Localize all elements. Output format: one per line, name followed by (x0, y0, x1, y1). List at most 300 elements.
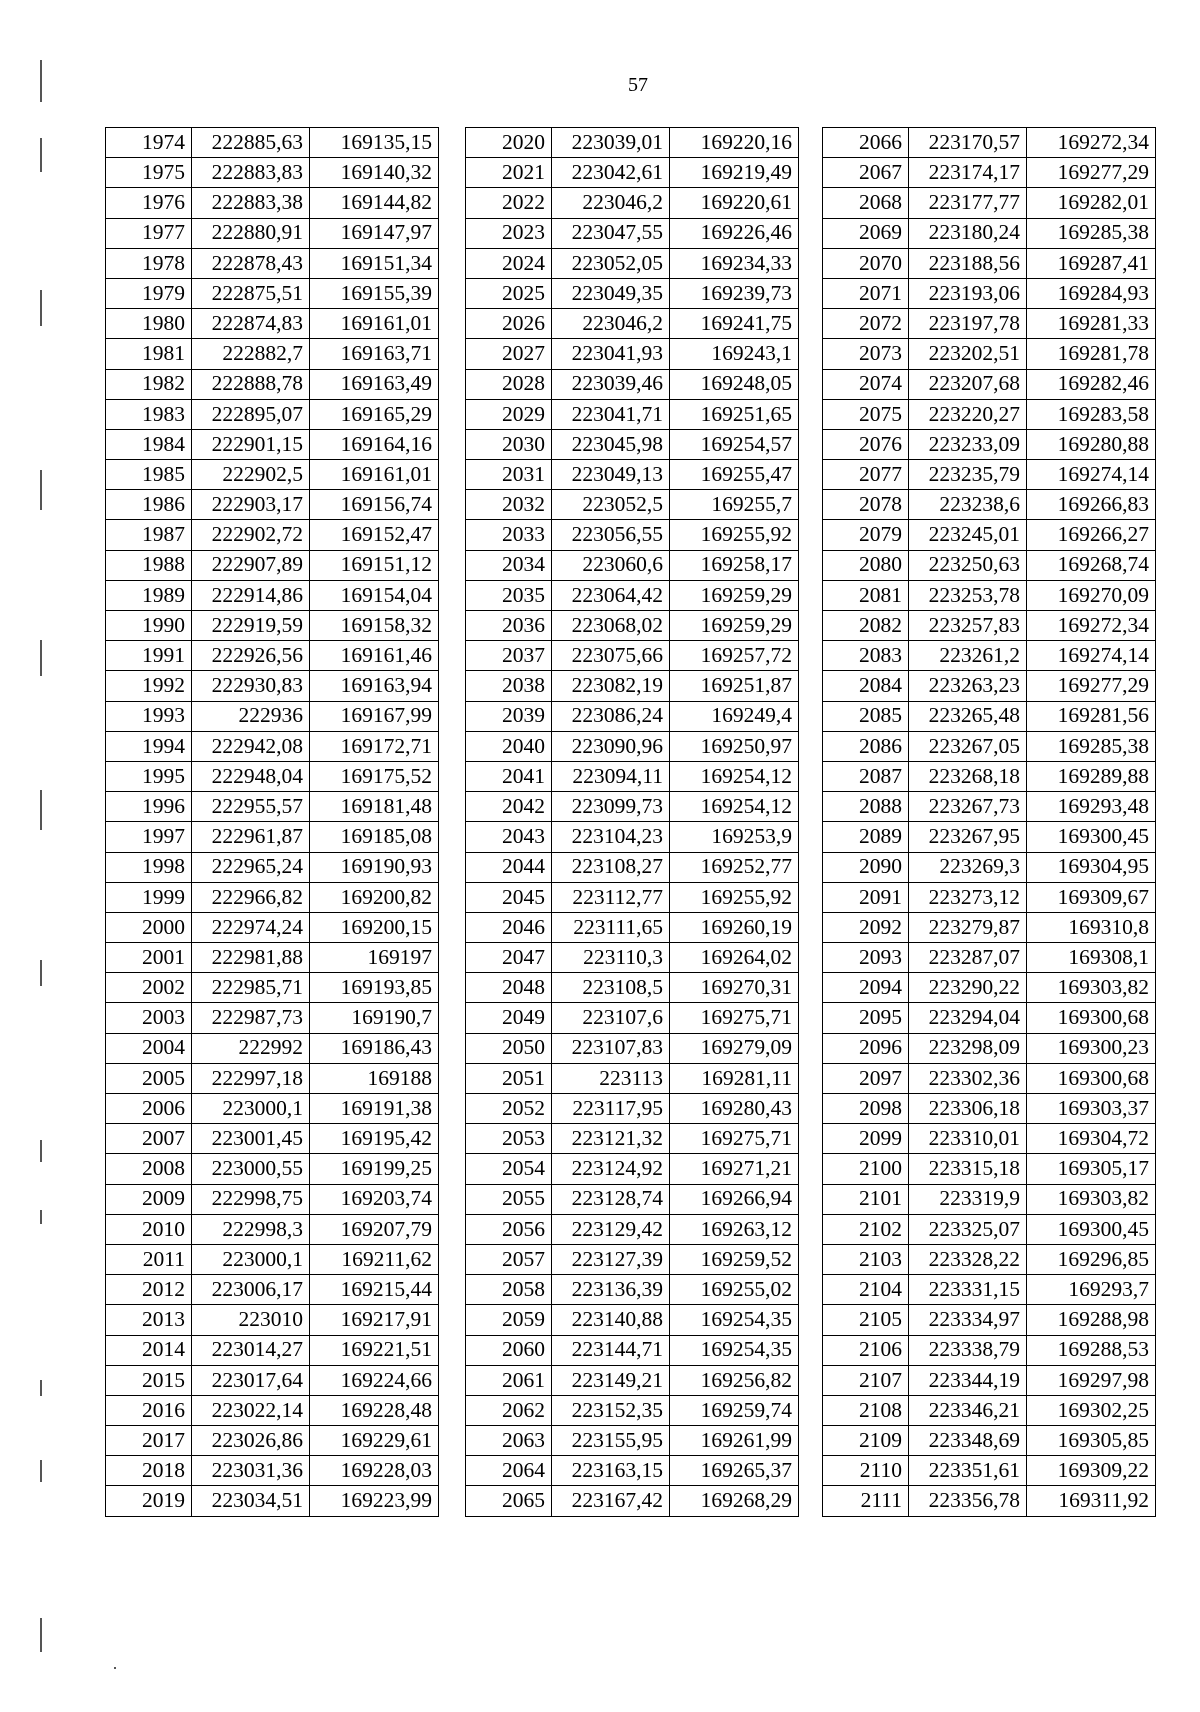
table-row (823, 1094, 1156, 1124)
point-number-cell: 2024 (466, 248, 552, 278)
scan-margin-mark (40, 1380, 42, 1396)
x-coordinate-cell: 222895,07 (192, 399, 310, 429)
table-row (106, 1335, 439, 1365)
point-number-cell: 2010 (106, 1214, 192, 1244)
point-number-cell: 1993 (106, 701, 192, 731)
table-row (823, 1063, 1156, 1093)
table-row (106, 399, 439, 429)
y-coordinate-cell: 169248,05 (670, 369, 799, 399)
x-coordinate-cell: 223177,77 (909, 188, 1027, 218)
table-row (823, 158, 1156, 188)
y-coordinate-cell: 169224,66 (310, 1365, 439, 1395)
y-coordinate-cell: 169281,33 (1027, 309, 1156, 339)
point-number-cell: 2030 (466, 429, 552, 459)
y-coordinate-cell: 169271,21 (670, 1154, 799, 1184)
y-coordinate-cell: 169251,87 (670, 671, 799, 701)
x-coordinate-cell: 223129,42 (552, 1214, 670, 1244)
table-row (823, 882, 1156, 912)
y-coordinate-cell: 169191,38 (310, 1094, 439, 1124)
table-row (466, 1184, 799, 1214)
table-row (823, 912, 1156, 942)
table-row (106, 1124, 439, 1154)
point-number-cell: 2044 (466, 852, 552, 882)
y-coordinate-cell: 169283,58 (1027, 399, 1156, 429)
point-number-cell: 1989 (106, 580, 192, 610)
table-row (466, 399, 799, 429)
x-coordinate-cell: 222901,15 (192, 429, 310, 459)
y-coordinate-cell: 169161,46 (310, 641, 439, 671)
x-coordinate-cell: 222974,24 (192, 912, 310, 942)
x-coordinate-cell: 223082,19 (552, 671, 670, 701)
x-coordinate-cell: 223245,01 (909, 520, 1027, 550)
point-number-cell: 1977 (106, 218, 192, 248)
y-coordinate-cell: 169303,82 (1027, 973, 1156, 1003)
table-row (106, 128, 439, 158)
x-coordinate-cell: 222992 (192, 1033, 310, 1063)
point-number-cell: 2002 (106, 973, 192, 1003)
point-number-cell: 2021 (466, 158, 552, 188)
table-row (466, 1124, 799, 1154)
point-number-cell: 2039 (466, 701, 552, 731)
point-number-cell: 2025 (466, 278, 552, 308)
x-coordinate-cell: 223026,86 (192, 1426, 310, 1456)
y-coordinate-cell: 169277,29 (1027, 671, 1156, 701)
x-coordinate-cell: 223006,17 (192, 1275, 310, 1305)
y-coordinate-cell: 169282,01 (1027, 188, 1156, 218)
table-row (466, 460, 799, 490)
y-coordinate-cell: 169193,85 (310, 973, 439, 1003)
y-coordinate-cell: 169259,52 (670, 1244, 799, 1274)
x-coordinate-cell: 222985,71 (192, 973, 310, 1003)
y-coordinate-cell: 169259,74 (670, 1395, 799, 1425)
y-coordinate-cell: 169261,99 (670, 1426, 799, 1456)
table-row (466, 128, 799, 158)
table-row (466, 761, 799, 791)
x-coordinate-cell: 223167,42 (552, 1486, 670, 1516)
point-number-cell: 1979 (106, 278, 192, 308)
table-row (466, 792, 799, 822)
table-row (106, 671, 439, 701)
y-coordinate-cell: 169254,12 (670, 792, 799, 822)
point-number-cell: 2020 (466, 128, 552, 158)
y-coordinate-cell: 169280,88 (1027, 429, 1156, 459)
x-coordinate-cell: 223287,07 (909, 943, 1027, 973)
scan-margin-mark (40, 960, 42, 986)
table-row (106, 1244, 439, 1274)
point-number-cell: 1976 (106, 188, 192, 218)
table-row (823, 822, 1156, 852)
x-coordinate-cell: 222987,73 (192, 1003, 310, 1033)
table-row (823, 399, 1156, 429)
point-number-cell: 1992 (106, 671, 192, 701)
point-number-cell: 2098 (823, 1094, 909, 1124)
y-coordinate-cell: 169272,34 (1027, 611, 1156, 641)
table-row (466, 822, 799, 852)
y-coordinate-cell: 169308,1 (1027, 943, 1156, 973)
table-row (823, 1154, 1156, 1184)
table-row (106, 1456, 439, 1486)
y-coordinate-cell: 169258,17 (670, 550, 799, 580)
table-row (823, 278, 1156, 308)
table-row (466, 912, 799, 942)
x-coordinate-cell: 222948,04 (192, 761, 310, 791)
y-coordinate-cell: 169268,29 (670, 1486, 799, 1516)
point-number-cell: 2048 (466, 973, 552, 1003)
x-coordinate-cell: 223108,27 (552, 852, 670, 882)
x-coordinate-cell: 223163,15 (552, 1456, 670, 1486)
y-coordinate-cell: 169228,48 (310, 1395, 439, 1425)
table-row (466, 1335, 799, 1365)
table-row (466, 1486, 799, 1516)
table-row (823, 671, 1156, 701)
table-row (466, 1094, 799, 1124)
y-coordinate-cell: 169268,74 (1027, 550, 1156, 580)
table-row (106, 550, 439, 580)
point-number-cell: 2102 (823, 1214, 909, 1244)
table-row (466, 429, 799, 459)
x-coordinate-cell: 223041,93 (552, 339, 670, 369)
y-coordinate-cell: 169287,41 (1027, 248, 1156, 278)
point-number-cell: 2080 (823, 550, 909, 580)
table-row (466, 1426, 799, 1456)
y-coordinate-cell: 169172,71 (310, 731, 439, 761)
point-number-cell: 2059 (466, 1305, 552, 1335)
x-coordinate-cell: 222880,91 (192, 218, 310, 248)
point-number-cell: 2012 (106, 1275, 192, 1305)
table-row (466, 1244, 799, 1274)
point-number-cell: 2040 (466, 731, 552, 761)
point-number-cell: 1995 (106, 761, 192, 791)
y-coordinate-cell: 169263,12 (670, 1214, 799, 1244)
y-coordinate-cell: 169310,8 (1027, 912, 1156, 942)
table-row (106, 460, 439, 490)
x-coordinate-cell: 223325,07 (909, 1214, 1027, 1244)
x-coordinate-cell: 223356,78 (909, 1486, 1027, 1516)
scan-margin-mark (40, 470, 42, 510)
x-coordinate-cell: 222942,08 (192, 731, 310, 761)
point-number-cell: 2089 (823, 822, 909, 852)
point-number-cell: 2037 (466, 641, 552, 671)
table-row (466, 188, 799, 218)
page-number: 57 (628, 74, 648, 96)
point-number-cell: 2076 (823, 429, 909, 459)
y-coordinate-cell: 169275,71 (670, 1003, 799, 1033)
point-number-cell: 2052 (466, 1094, 552, 1124)
y-coordinate-cell: 169266,27 (1027, 520, 1156, 550)
x-coordinate-cell: 222936 (192, 701, 310, 731)
point-number-cell: 2109 (823, 1426, 909, 1456)
y-coordinate-cell: 169288,98 (1027, 1305, 1156, 1335)
point-number-cell: 2083 (823, 641, 909, 671)
x-coordinate-cell: 223113 (552, 1063, 670, 1093)
scan-margin-mark (40, 138, 42, 172)
point-number-cell: 2061 (466, 1365, 552, 1395)
x-coordinate-cell: 223039,01 (552, 128, 670, 158)
scan-margin-mark (40, 1618, 42, 1652)
table-row (106, 973, 439, 1003)
x-coordinate-cell: 222997,18 (192, 1063, 310, 1093)
y-coordinate-cell: 169249,4 (670, 701, 799, 731)
point-number-cell: 2019 (106, 1486, 192, 1516)
table-row (823, 701, 1156, 731)
table-row (106, 158, 439, 188)
y-coordinate-cell: 169285,38 (1027, 218, 1156, 248)
x-coordinate-cell: 223253,78 (909, 580, 1027, 610)
y-coordinate-cell: 169195,42 (310, 1124, 439, 1154)
point-number-cell: 2106 (823, 1335, 909, 1365)
x-coordinate-cell: 223041,71 (552, 399, 670, 429)
table-row (106, 1154, 439, 1184)
y-coordinate-cell: 169300,68 (1027, 1003, 1156, 1033)
y-coordinate-cell: 169293,7 (1027, 1275, 1156, 1305)
y-coordinate-cell: 169281,11 (670, 1063, 799, 1093)
y-coordinate-cell: 169175,52 (310, 761, 439, 791)
x-coordinate-cell: 223136,39 (552, 1275, 670, 1305)
x-coordinate-cell: 223049,35 (552, 278, 670, 308)
y-coordinate-cell: 169254,57 (670, 429, 799, 459)
point-number-cell: 1980 (106, 309, 192, 339)
x-coordinate-cell: 223107,83 (552, 1033, 670, 1063)
point-number-cell: 2031 (466, 460, 552, 490)
y-coordinate-cell: 169304,95 (1027, 852, 1156, 882)
point-number-cell: 2017 (106, 1426, 192, 1456)
x-coordinate-cell: 223052,05 (552, 248, 670, 278)
y-coordinate-cell: 169228,03 (310, 1456, 439, 1486)
x-coordinate-cell: 223047,55 (552, 218, 670, 248)
y-coordinate-cell: 169220,16 (670, 128, 799, 158)
x-coordinate-cell: 223268,18 (909, 761, 1027, 791)
scan-margin-mark (40, 640, 42, 676)
y-coordinate-cell: 169144,82 (310, 188, 439, 218)
x-coordinate-cell: 223220,27 (909, 399, 1027, 429)
x-coordinate-cell: 223052,5 (552, 490, 670, 520)
point-number-cell: 2085 (823, 701, 909, 731)
y-coordinate-cell: 169296,85 (1027, 1244, 1156, 1274)
x-coordinate-cell: 223046,2 (552, 188, 670, 218)
table-row (106, 1486, 439, 1516)
table-row (823, 1305, 1156, 1335)
point-number-cell: 2093 (823, 943, 909, 973)
y-coordinate-cell: 169163,94 (310, 671, 439, 701)
table-row (106, 1094, 439, 1124)
table-row (106, 188, 439, 218)
table-row (106, 218, 439, 248)
x-coordinate-cell: 222882,7 (192, 339, 310, 369)
point-number-cell: 2036 (466, 611, 552, 641)
y-coordinate-cell: 169272,34 (1027, 128, 1156, 158)
x-coordinate-cell: 222875,51 (192, 278, 310, 308)
table-row (466, 641, 799, 671)
table-row (466, 1033, 799, 1063)
y-coordinate-cell: 169239,73 (670, 278, 799, 308)
point-number-cell: 2026 (466, 309, 552, 339)
point-number-cell: 1999 (106, 882, 192, 912)
y-coordinate-cell: 169140,32 (310, 158, 439, 188)
table-row (466, 309, 799, 339)
x-coordinate-cell: 223104,23 (552, 822, 670, 852)
point-number-cell: 2075 (823, 399, 909, 429)
x-coordinate-cell: 222885,63 (192, 128, 310, 158)
x-coordinate-cell: 223045,98 (552, 429, 670, 459)
scan-dot-mark (114, 1667, 116, 1669)
x-coordinate-cell: 223193,06 (909, 278, 1027, 308)
x-coordinate-cell: 223000,55 (192, 1154, 310, 1184)
table-row (466, 671, 799, 701)
y-coordinate-cell: 169219,49 (670, 158, 799, 188)
x-coordinate-cell: 223294,04 (909, 1003, 1027, 1033)
x-coordinate-cell: 223202,51 (909, 339, 1027, 369)
table-row (106, 1305, 439, 1335)
point-number-cell: 1994 (106, 731, 192, 761)
y-coordinate-cell: 169181,48 (310, 792, 439, 822)
point-number-cell: 2015 (106, 1365, 192, 1395)
x-coordinate-cell: 223290,22 (909, 973, 1027, 1003)
point-number-cell: 2045 (466, 882, 552, 912)
y-coordinate-cell: 169200,15 (310, 912, 439, 942)
scan-margin-mark (40, 1210, 42, 1224)
point-number-cell: 2094 (823, 973, 909, 1003)
y-coordinate-cell: 169207,79 (310, 1214, 439, 1244)
table-row (106, 1033, 439, 1063)
point-number-cell: 2069 (823, 218, 909, 248)
table-row (823, 1395, 1156, 1425)
y-coordinate-cell: 169243,1 (670, 339, 799, 369)
y-coordinate-cell: 169220,61 (670, 188, 799, 218)
point-number-cell: 2090 (823, 852, 909, 882)
x-coordinate-cell: 222903,17 (192, 490, 310, 520)
table-row (823, 731, 1156, 761)
y-coordinate-cell: 169254,35 (670, 1335, 799, 1365)
y-coordinate-cell: 169255,7 (670, 490, 799, 520)
y-coordinate-cell: 169155,39 (310, 278, 439, 308)
point-number-cell: 2054 (466, 1154, 552, 1184)
y-coordinate-cell: 169147,97 (310, 218, 439, 248)
x-coordinate-cell: 223338,79 (909, 1335, 1027, 1365)
table-row (106, 278, 439, 308)
table-row (823, 248, 1156, 278)
table-row (823, 1003, 1156, 1033)
table-row (466, 1275, 799, 1305)
y-coordinate-cell: 169266,94 (670, 1184, 799, 1214)
y-coordinate-cell: 169167,99 (310, 701, 439, 731)
y-coordinate-cell: 169252,77 (670, 852, 799, 882)
y-coordinate-cell: 169234,33 (670, 248, 799, 278)
x-coordinate-cell: 223174,17 (909, 158, 1027, 188)
point-number-cell: 2078 (823, 490, 909, 520)
y-coordinate-cell: 169217,91 (310, 1305, 439, 1335)
x-coordinate-cell: 223279,87 (909, 912, 1027, 942)
y-coordinate-cell: 169255,02 (670, 1275, 799, 1305)
y-coordinate-cell: 169257,72 (670, 641, 799, 671)
point-number-cell: 1997 (106, 822, 192, 852)
table-row (823, 1244, 1156, 1274)
x-coordinate-cell: 222878,43 (192, 248, 310, 278)
y-coordinate-cell: 169199,25 (310, 1154, 439, 1184)
point-number-cell: 2001 (106, 943, 192, 973)
point-number-cell: 2006 (106, 1094, 192, 1124)
table-row (466, 1063, 799, 1093)
point-number-cell: 2067 (823, 158, 909, 188)
point-number-cell: 2074 (823, 369, 909, 399)
x-coordinate-cell: 222907,89 (192, 550, 310, 580)
table-row (466, 1365, 799, 1395)
point-number-cell: 1988 (106, 550, 192, 580)
y-coordinate-cell: 169265,37 (670, 1456, 799, 1486)
y-coordinate-cell: 169259,29 (670, 580, 799, 610)
x-coordinate-cell: 223117,95 (552, 1094, 670, 1124)
point-number-cell: 2062 (466, 1395, 552, 1425)
x-coordinate-cell: 223170,57 (909, 128, 1027, 158)
y-coordinate-cell: 169270,09 (1027, 580, 1156, 610)
x-coordinate-cell: 223155,95 (552, 1426, 670, 1456)
x-coordinate-cell: 223094,11 (552, 761, 670, 791)
x-coordinate-cell: 223124,92 (552, 1154, 670, 1184)
point-number-cell: 2013 (106, 1305, 192, 1335)
x-coordinate-cell: 223060,6 (552, 550, 670, 580)
table-row (106, 641, 439, 671)
table-row (106, 611, 439, 641)
point-number-cell: 2100 (823, 1154, 909, 1184)
point-number-cell: 2033 (466, 520, 552, 550)
y-coordinate-cell: 169151,12 (310, 550, 439, 580)
table-row (823, 641, 1156, 671)
point-number-cell: 1985 (106, 460, 192, 490)
point-number-cell: 2071 (823, 278, 909, 308)
y-coordinate-cell: 169253,9 (670, 822, 799, 852)
coordinates-table-2 (465, 127, 799, 1517)
table-row (823, 761, 1156, 791)
point-number-cell: 2097 (823, 1063, 909, 1093)
point-number-cell: 2070 (823, 248, 909, 278)
point-number-cell: 2084 (823, 671, 909, 701)
point-number-cell: 2034 (466, 550, 552, 580)
y-coordinate-cell: 169274,14 (1027, 460, 1156, 490)
y-coordinate-cell: 169274,14 (1027, 641, 1156, 671)
x-coordinate-cell: 223334,97 (909, 1305, 1027, 1335)
y-coordinate-cell: 169288,53 (1027, 1335, 1156, 1365)
y-coordinate-cell: 169281,78 (1027, 339, 1156, 369)
x-coordinate-cell: 223000,1 (192, 1244, 310, 1274)
table-row (466, 611, 799, 641)
point-number-cell: 2088 (823, 792, 909, 822)
point-number-cell: 2057 (466, 1244, 552, 1274)
table-row (823, 1214, 1156, 1244)
x-coordinate-cell: 223075,66 (552, 641, 670, 671)
table-row (466, 1003, 799, 1033)
table-row (823, 611, 1156, 641)
table-row (823, 369, 1156, 399)
scan-margin-mark (40, 790, 42, 830)
point-number-cell: 2009 (106, 1184, 192, 1214)
table-row (106, 248, 439, 278)
point-number-cell: 2060 (466, 1335, 552, 1365)
table-row (823, 520, 1156, 550)
x-coordinate-cell: 223302,36 (909, 1063, 1027, 1093)
table-row (823, 460, 1156, 490)
x-coordinate-cell: 222874,83 (192, 309, 310, 339)
table-row (823, 550, 1156, 580)
coordinates-table-1 (105, 127, 439, 1517)
point-number-cell: 2046 (466, 912, 552, 942)
point-number-cell: 2111 (823, 1486, 909, 1516)
table-row (823, 973, 1156, 1003)
x-coordinate-cell: 223064,42 (552, 580, 670, 610)
x-coordinate-cell: 223310,01 (909, 1124, 1027, 1154)
x-coordinate-cell: 222902,72 (192, 520, 310, 550)
point-number-cell: 1974 (106, 128, 192, 158)
table-row (466, 1214, 799, 1244)
table-row (106, 1214, 439, 1244)
